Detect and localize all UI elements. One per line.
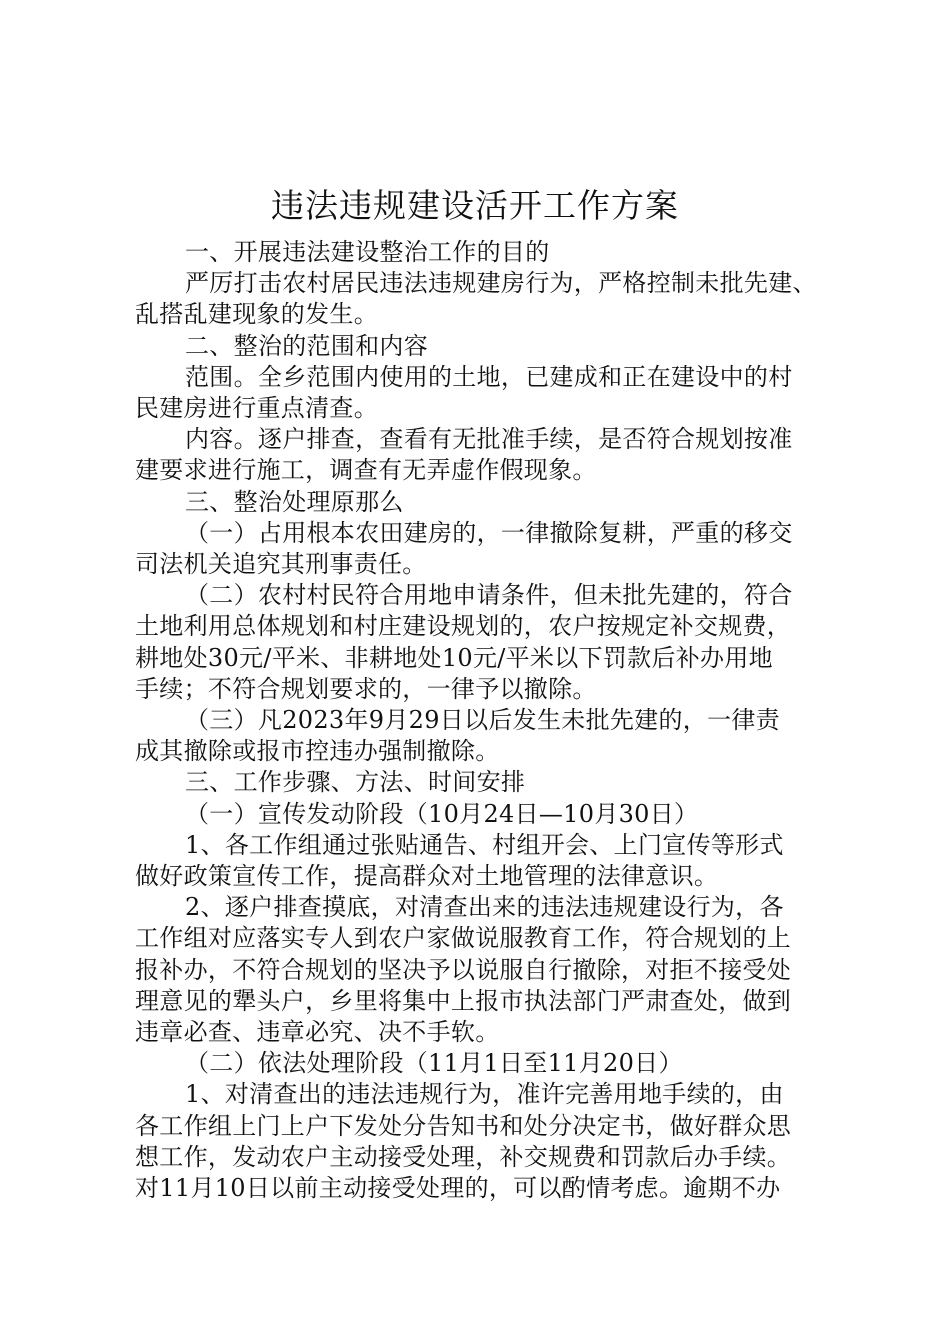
text-line: 严厉打击农村居民违法违规建房行为，严格控制未批先建、 — [185, 269, 817, 298]
text-line: 耕地处30元/平米、非耕地处10元/平米以下罚款后补办用地 — [135, 643, 773, 672]
text-line: （一）宣传发动阶段（10月24日—10月30日） — [185, 799, 699, 828]
text-line: 理意见的犟头户，乡里将集中上报市执法部门严肃查处，做到 — [135, 986, 792, 1015]
text-line: 民建房进行重点清查。 — [135, 394, 378, 422]
text-line: 1、对清查出的违法违规行为，准许完善用地手续的，由 — [185, 1080, 784, 1109]
text-line: 一、开展违法建设整治工作的目的 — [185, 238, 550, 266]
text-line: 土地利用总体规划和村庄建设规划的，农户按规定补交规费， — [135, 612, 792, 641]
text-line: 三、工作步骤、方法、时间安排 — [185, 768, 526, 797]
text-line: （三）凡2023年9月29日以后发生未批先建的，一律责 — [185, 706, 780, 734]
text-line: 建要求进行施工，调查有无弄虚作假现象。 — [135, 456, 597, 485]
text-line: 手续；不符合规划要求的，一律予以撤除。 — [135, 674, 597, 703]
text-line: 范围。全乡范围内使用的土地，已建成和正在建设中的村 — [185, 362, 793, 391]
text-line: 二、整治的范围和内容 — [185, 331, 428, 360]
text-line: 各工作组上门上户下发处分告知书和处分决定书，做好群众思 — [135, 1111, 792, 1140]
text-line: 司法机关追究其刑事责任。 — [135, 550, 427, 578]
document-title: 违法违规建设活开工作方案 — [271, 186, 679, 225]
text-line: 报补办，不符合规划的坚决予以说服自行撤除，对拒不接受处 — [135, 955, 792, 984]
text-line: 做好政策宣传工作，提高群众对土地管理的法律意识。 — [135, 862, 719, 890]
text-line: 工作组对应落实专人到农户家做说服教育工作，符合规划的上 — [135, 924, 792, 953]
text-line: 内容。逐户排查，查看有无批准手续，是否符合规划按准 — [185, 425, 793, 454]
text-line: 想工作，发动农户主动接受处理，补交规费和罚款后办手续。 — [135, 1142, 792, 1171]
text-line: （二）农村村民符合用地申请条件，但未批先建的，符合 — [185, 581, 793, 610]
text-line: 2、逐户排查摸底，对清查出来的违法违规建设行为，各 — [185, 893, 784, 922]
text-line: 对11月10日以前主动接受处理的，可以酌情考虑。逾期不办 — [135, 1174, 781, 1202]
text-line: 乱搭乱建现象的发生。 — [135, 300, 378, 329]
text-line: （一）占用根本农田建房的，一律撤除复耕，严重的移交 — [185, 518, 793, 547]
text-line: 成其撤除或报市控违办强制撤除。 — [135, 737, 500, 766]
text-line: 1、各工作组通过张贴通告、村组开会、上门宣传等形式 — [185, 830, 784, 859]
text-line: 三、整治处理原那么 — [185, 487, 404, 516]
text-line: （二）依法处理阶段（11月1日至11月20日） — [185, 1049, 683, 1078]
text-line: 违章必查、违章必究、决不手软。 — [135, 1018, 500, 1046]
